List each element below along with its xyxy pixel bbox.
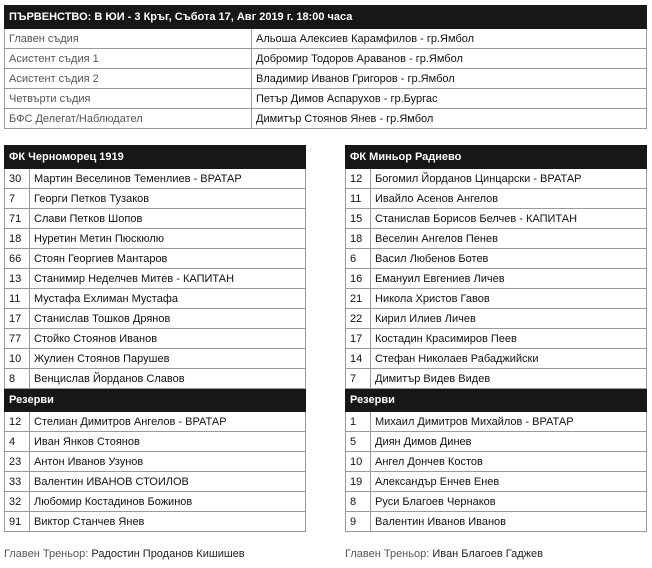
away-coach (345, 548, 543, 560)
reserve-number: 23 (5, 452, 30, 472)
reserve-number: 9 (346, 512, 371, 532)
officials-table (4, 5, 647, 129)
player-number: 16 (346, 269, 371, 289)
player-row (346, 369, 647, 389)
player-row (346, 209, 647, 229)
home-team-header (5, 146, 306, 169)
reserves-label: Резерви (5, 389, 306, 412)
player-number: 18 (5, 229, 30, 249)
official-name: Димитър Стоянов Янев - гр.Ямбол (252, 109, 647, 129)
reserve-row (5, 472, 306, 492)
reserve-name: Антон Иванов Узунов (30, 452, 306, 472)
player-number: 17 (346, 329, 371, 349)
player-name: Димитър Видев Видев (371, 369, 647, 389)
player-name: Никола Христов Гавов (371, 289, 647, 309)
reserve-number: 5 (346, 432, 371, 452)
player-number: 77 (5, 329, 30, 349)
official-row (5, 89, 647, 109)
player-row (346, 309, 647, 329)
player-number: 17 (5, 309, 30, 329)
reserve-number: 91 (5, 512, 30, 532)
player-number: 7 (5, 189, 30, 209)
official-role: Асистент съдия 1 (5, 49, 252, 69)
player-row (5, 189, 306, 209)
reserve-row (346, 492, 647, 512)
player-number: 14 (346, 349, 371, 369)
player-number: 7 (346, 369, 371, 389)
home-reserves-header (5, 389, 306, 412)
reserve-row (346, 452, 647, 472)
player-row (5, 309, 306, 329)
reserve-row (5, 432, 306, 452)
home-team-table (4, 145, 306, 532)
player-name: Венцислав Йорданов Славов (30, 369, 306, 389)
reserve-name: Иван Янков Стоянов (30, 432, 306, 452)
home-coach (4, 548, 245, 560)
player-number: 21 (346, 289, 371, 309)
player-row (5, 209, 306, 229)
reserve-name: Валентин Иванов Иванов (371, 512, 647, 532)
away-coach-name: Иван Благоев Гаджев (432, 548, 543, 560)
reserve-row (346, 512, 647, 532)
reserve-name: Виктор Станчев Янев (30, 512, 306, 532)
reserve-name: Ангел Дончев Костов (371, 452, 647, 472)
official-name: Добромир Тодоров Араванов - гр.Ямбол (252, 49, 647, 69)
player-name: Нуретин Метин Пюскюлю (30, 229, 306, 249)
official-role: Главен съдия (5, 29, 252, 49)
reserve-name: Руси Благоев Чернаков (371, 492, 647, 512)
player-name: Георги Петков Тузаков (30, 189, 306, 209)
player-row (346, 269, 647, 289)
reserve-name: Александър Енчев Енев (371, 472, 647, 492)
player-number: 13 (5, 269, 30, 289)
player-number: 71 (5, 209, 30, 229)
player-number: 12 (346, 169, 371, 189)
reserve-name: Валентин ИВАНОВ СТОИЛОВ (30, 472, 306, 492)
reserve-number: 32 (5, 492, 30, 512)
player-name: Васил Любенов Ботев (371, 249, 647, 269)
official-row (5, 49, 647, 69)
match-header: ПЪРВЕНСТВО: В ЮИ - 3 Кръг, Събота 17, Авг 2019 г. 18:00 часа (5, 6, 647, 29)
reserves-label: Резерви (346, 389, 647, 412)
player-number: 18 (346, 229, 371, 249)
player-name: Кирил Илиев Личев (371, 309, 647, 329)
reserve-number: 10 (346, 452, 371, 472)
player-row (346, 329, 647, 349)
reserve-number: 1 (346, 412, 371, 432)
player-row (346, 289, 647, 309)
player-row (5, 169, 306, 189)
player-number: 8 (5, 369, 30, 389)
home-team-name: ФК Черноморец 1919 (5, 146, 306, 169)
reserve-name: Любомир Костадинов Божинов (30, 492, 306, 512)
player-name: Емануил Евгениев Личев (371, 269, 647, 289)
player-row (5, 249, 306, 269)
away-coach-label: Главен Треньор: (345, 548, 430, 560)
reserve-name: Диян Димов Динев (371, 432, 647, 452)
player-name: Слави Петков Шопов (30, 209, 306, 229)
player-name: Станимир Неделчев Митев - КАПИТАН (30, 269, 306, 289)
player-row (5, 349, 306, 369)
away-reserves-header (346, 389, 647, 412)
player-name: Мустафа Ехлиман Мустафа (30, 289, 306, 309)
player-number: 6 (346, 249, 371, 269)
reserve-row (5, 452, 306, 472)
player-name: Мартин Веселинов Теменлиев - ВРАТАР (30, 169, 306, 189)
player-number: 11 (5, 289, 30, 309)
reserve-name: Стелиан Димитров Ангелов - ВРАТАР (30, 412, 306, 432)
player-row (5, 329, 306, 349)
player-row (5, 269, 306, 289)
player-row (5, 289, 306, 309)
player-number: 30 (5, 169, 30, 189)
official-name: Петър Димов Аспарухов - гр.Бургас (252, 89, 647, 109)
player-name: Стефан Николаев Рабаджийски (371, 349, 647, 369)
reserve-number: 12 (5, 412, 30, 432)
player-name: Ивайло Асенов Ангелов (371, 189, 647, 209)
player-name: Жулиен Стоянов Парушев (30, 349, 306, 369)
player-number: 15 (346, 209, 371, 229)
home-coach-name: Радостин Проданов Кишишев (91, 548, 245, 560)
reserve-number: 19 (346, 472, 371, 492)
player-row (346, 169, 647, 189)
home-coach-label: Главен Треньор: (4, 548, 89, 560)
official-role: Асистент съдия 2 (5, 69, 252, 89)
player-name: Стоян Георгиев Мантаров (30, 249, 306, 269)
official-name: Владимир Иванов Григоров - гр.Ямбол (252, 69, 647, 89)
player-name: Богомил Йорданов Цинцарски - ВРАТАР (371, 169, 647, 189)
player-name: Веселин Ангелов Пенев (371, 229, 647, 249)
official-row (5, 69, 647, 89)
official-name: Альоша Алексиев Карамфилов - гр.Ямбол (252, 29, 647, 49)
reserve-row (5, 492, 306, 512)
player-name: Стойко Стоянов Иванов (30, 329, 306, 349)
away-team-table (345, 145, 647, 532)
official-role: БФС Делегат/Наблюдател (5, 109, 252, 129)
player-row (5, 369, 306, 389)
player-row (346, 229, 647, 249)
reserve-number: 8 (346, 492, 371, 512)
player-number: 66 (5, 249, 30, 269)
reserve-number: 4 (5, 432, 30, 452)
official-role: Четвърти съдия (5, 89, 252, 109)
reserve-number: 33 (5, 472, 30, 492)
reserve-row (346, 472, 647, 492)
player-row (346, 349, 647, 369)
official-row (5, 29, 647, 49)
away-team-name: ФК Миньор Раднево (346, 146, 647, 169)
player-row (346, 249, 647, 269)
player-name: Станислав Тошков Дрянов (30, 309, 306, 329)
player-row (346, 189, 647, 209)
player-number: 22 (346, 309, 371, 329)
reserve-row (5, 412, 306, 432)
player-name: Станислав Борисов Белчев - КАПИТАН (371, 209, 647, 229)
reserve-row (346, 432, 647, 452)
reserve-row (5, 512, 306, 532)
official-row (5, 109, 647, 129)
player-name: Костадин Красимиров Пеев (371, 329, 647, 349)
reserve-name: Михаил Димитров Михайлов - ВРАТАР (371, 412, 647, 432)
away-team-header (346, 146, 647, 169)
reserve-row (346, 412, 647, 432)
player-row (5, 229, 306, 249)
player-number: 11 (346, 189, 371, 209)
player-number: 10 (5, 349, 30, 369)
